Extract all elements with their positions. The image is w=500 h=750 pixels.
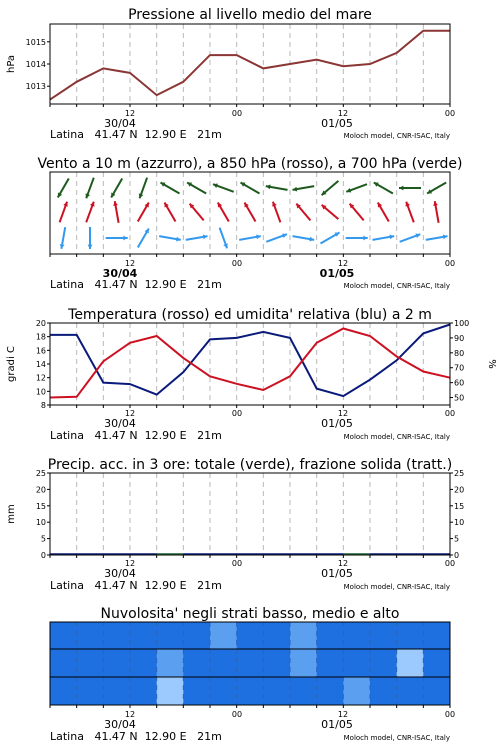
- wind-arrow-850: [433, 201, 438, 223]
- precipitation-gridlines: [77, 473, 424, 555]
- cloud-cell: [397, 649, 424, 677]
- hour-label: 12: [124, 409, 136, 418]
- wind-arrow-10m: [239, 235, 261, 240]
- cloud-cell: [210, 622, 237, 649]
- temperature-panel: [6, 307, 497, 442]
- date-label: 01/05: [321, 117, 353, 130]
- wind-arrow-850: [272, 202, 280, 223]
- cloud-cell: [290, 677, 317, 705]
- wind-arrow-10m: [373, 235, 395, 240]
- hour-label: 00: [444, 409, 456, 418]
- pressure-series-line: [50, 31, 450, 100]
- y-tick-label: 8: [40, 401, 46, 410]
- cloud-cell: [343, 649, 370, 677]
- wind-arrow-850: [322, 205, 339, 219]
- hour-label: 00: [231, 409, 243, 418]
- wind-arrow-10m: [293, 236, 315, 241]
- cloud-cell: [263, 649, 290, 677]
- humidity-yticks: [450, 319, 469, 403]
- y-tick-label: 1015: [25, 37, 46, 47]
- cloud-cell: [50, 649, 77, 677]
- y-tick-label: 1013: [25, 82, 46, 92]
- y-tick-label: 70: [454, 363, 465, 373]
- cloud-panel: [50, 606, 455, 743]
- cloud-cell: [290, 622, 317, 649]
- wind-arrow-head: [363, 236, 367, 241]
- wind-title: Vento a 10 m (azzurro), a 850 hPa (rosso), a 700 hPa (verde): [37, 156, 463, 172]
- credit-label: Moloch model, CNR-ISAC, Italy: [343, 282, 450, 290]
- y-tick-label: 18: [35, 332, 46, 342]
- precipitation-yticks: [36, 469, 50, 560]
- y-tick-label: 5: [40, 534, 46, 544]
- cloud-cell: [290, 649, 317, 677]
- hour-label: 00: [231, 559, 243, 568]
- temperature-ylabel: gradi C: [6, 346, 17, 382]
- wind-arrow-850: [165, 203, 176, 222]
- hour-label: 00: [231, 710, 243, 719]
- wind-arrow-850: [113, 201, 118, 223]
- y-tick-label: 10: [35, 518, 46, 528]
- cloud-cell: [157, 649, 184, 677]
- wind-arrow-700: [374, 183, 393, 194]
- cloud-cell: [77, 622, 104, 649]
- wind-arrow-head: [88, 245, 93, 249]
- pressure-ylabel: hPa: [6, 54, 17, 74]
- wind-arrow-10m: [138, 229, 149, 248]
- hour-label: 00: [444, 109, 456, 118]
- cloud-cell: [370, 622, 397, 649]
- cloud-title: Nuvolosita' negli strati basso, medio e alto: [100, 606, 400, 622]
- hour-label: 12: [337, 109, 349, 118]
- y-tick-label: 100: [454, 319, 470, 328]
- wind-arrow-850: [86, 202, 94, 223]
- location-label: Latina 41.47 N 12.90 E 21m: [50, 730, 222, 743]
- wind-arrow-850: [60, 202, 68, 223]
- location-label: Latina 41.47 N 12.90 E 21m: [50, 128, 222, 141]
- wind-arrow-850: [350, 204, 364, 221]
- wind-arrow-850: [218, 203, 229, 222]
- cloud-cell: [343, 622, 370, 649]
- temperature-series-line: [50, 329, 450, 398]
- y-tick-label: 80: [454, 348, 465, 358]
- y-tick-label: 25: [454, 469, 465, 478]
- wind-arrow-850: [378, 203, 389, 222]
- date-label: 01/05: [319, 267, 355, 280]
- credit-label: Moloch model, CNR-ISAC, Italy: [343, 433, 450, 441]
- y-tick-label: 0: [454, 551, 460, 560]
- cloud-cell: [343, 677, 370, 705]
- date-label: 30/04: [104, 567, 136, 580]
- precipitation-yticks-right: [450, 469, 464, 560]
- cloud-cell: [210, 677, 237, 705]
- precipitation-panel: [6, 457, 464, 592]
- cloud-cell: [183, 677, 210, 705]
- location-label: Latina 41.47 N 12.90 E 21m: [50, 429, 222, 442]
- pressure-frame: [50, 24, 450, 104]
- hour-label: 00: [231, 109, 243, 118]
- cloud-cell: [370, 677, 397, 705]
- wind-panel: [37, 156, 462, 291]
- hour-label: 00: [444, 259, 456, 268]
- y-tick-label: 60: [454, 378, 465, 388]
- wind-arrow-850: [138, 203, 149, 222]
- cloud-cell: [157, 677, 184, 705]
- cloud-cell: [237, 677, 264, 705]
- y-tick-label: 14: [35, 360, 46, 369]
- pressure-time-labels: [104, 109, 455, 130]
- date-label: 30/04: [104, 117, 136, 130]
- wind-arrow-10m: [220, 228, 228, 249]
- wind-arrow-700: [187, 183, 206, 194]
- wind-arrow-head: [123, 236, 127, 241]
- humidity-ylabel: %: [486, 359, 497, 369]
- y-tick-label: 15: [35, 501, 46, 511]
- y-tick-label: 10: [35, 387, 46, 397]
- precipitation-title: Precip. acc. in 3 ore: totale (verde), frazione solida (tratt.): [47, 457, 453, 473]
- hour-label: 12: [337, 259, 349, 268]
- wind-arrow-700: [427, 183, 446, 194]
- y-tick-label: 25: [35, 469, 46, 478]
- cloud-cell: [263, 622, 290, 649]
- y-tick-label: 10: [454, 518, 465, 528]
- wind-arrow-10m: [321, 233, 340, 244]
- location-label: Latina 41.47 N 12.90 E 21m: [50, 278, 222, 291]
- wind-arrow-10m: [346, 236, 368, 241]
- y-tick-label: 20: [454, 485, 465, 495]
- cloud-cell: [130, 622, 157, 649]
- wind-arrow-700: [241, 183, 260, 194]
- cloud-cell: [130, 649, 157, 677]
- y-tick-label: 1014: [25, 60, 46, 69]
- hour-label: 00: [231, 259, 243, 268]
- cloud-cell: [183, 649, 210, 677]
- pressure-panel: [6, 7, 455, 141]
- wind-arrow-700: [139, 178, 147, 199]
- precipitation-frame: [50, 473, 450, 555]
- y-tick-label: 50: [454, 393, 465, 403]
- temperature-title: Temperatura (rosso) ed umidita' relativa (blu) a 2 m: [68, 307, 432, 323]
- cloud-cell: [370, 649, 397, 677]
- cloud-cells: [50, 622, 450, 705]
- wind-arrow-700: [161, 183, 180, 194]
- hour-label: 00: [444, 559, 456, 568]
- cloud-cell: [423, 649, 450, 677]
- hour-label: 12: [124, 710, 136, 719]
- cloud-cell: [317, 677, 344, 705]
- cloud-cell: [183, 622, 210, 649]
- cloud-cell: [423, 622, 450, 649]
- date-label: 01/05: [321, 567, 353, 580]
- wind-arrow-700: [111, 179, 122, 198]
- cloud-cell: [397, 677, 424, 705]
- location-label: Latina 41.47 N 12.90 E 21m: [50, 579, 222, 592]
- cloud-cell: [50, 677, 77, 705]
- cloud-cell: [317, 622, 344, 649]
- cloud-cell: [50, 622, 77, 649]
- hour-label: 12: [124, 109, 136, 118]
- credit-label: Moloch model, CNR-ISAC, Italy: [343, 734, 450, 742]
- wind-arrow-700: [322, 181, 339, 195]
- y-tick-label: 20: [35, 485, 46, 495]
- hour-label: 12: [337, 559, 349, 568]
- wind-arrow-10m: [88, 227, 93, 249]
- wind-arrow-850: [406, 202, 414, 223]
- cloud-cell: [237, 622, 264, 649]
- wind-arrow-10m: [186, 235, 208, 240]
- y-tick-label: 12: [35, 373, 46, 383]
- date-label: 01/05: [321, 718, 353, 731]
- cloud-cell: [103, 622, 130, 649]
- y-tick-label: 90: [454, 333, 465, 343]
- wind-arrow-10m: [400, 234, 421, 242]
- date-label: 30/04: [104, 417, 136, 430]
- cloud-cell: [103, 649, 130, 677]
- wind-arrow-850: [190, 204, 204, 221]
- wind-arrow-700: [346, 184, 367, 192]
- cloud-cell: [263, 677, 290, 705]
- wind-arrow-700: [58, 179, 69, 198]
- wind-arrow-10m: [266, 234, 287, 242]
- y-tick-label: 16: [35, 346, 46, 356]
- hour-label: 00: [444, 710, 456, 719]
- cloud-time-labels: [104, 710, 455, 731]
- wind-arrow-10m: [106, 236, 128, 241]
- cloud-cell: [103, 677, 130, 705]
- hour-label: 12: [337, 409, 349, 418]
- y-tick-label: 15: [454, 501, 465, 511]
- temperature-yticks: [36, 319, 50, 410]
- cloud-cell: [237, 649, 264, 677]
- wind-arrow-10m: [60, 227, 65, 249]
- wind-arrow-10m: [159, 236, 181, 241]
- pressure-yticks: [26, 38, 50, 91]
- wind-time-labels: [103, 259, 455, 280]
- cloud-cell: [130, 677, 157, 705]
- precipitation-time-labels: [104, 559, 455, 580]
- wind-arrow-700: [86, 178, 94, 199]
- cloud-cell: [157, 622, 184, 649]
- cloud-cell: [77, 677, 104, 705]
- precipitation-ylabel: mm: [6, 504, 17, 524]
- cloud-cell: [77, 649, 104, 677]
- date-label: 30/04: [102, 267, 138, 280]
- cloud-cell: [317, 649, 344, 677]
- credit-label: Moloch model, CNR-ISAC, Italy: [343, 132, 450, 140]
- wind-arrow-700: [213, 184, 234, 192]
- cloud-cell: [210, 649, 237, 677]
- wind-arrow-10m: [426, 235, 448, 240]
- credit-label: Moloch model, CNR-ISAC, Italy: [343, 583, 450, 591]
- y-tick-label: 20: [35, 319, 46, 328]
- hour-label: 12: [124, 259, 136, 268]
- wind-arrow-700: [293, 186, 315, 191]
- date-label: 01/05: [321, 417, 353, 430]
- wind-arrow-700: [399, 186, 421, 191]
- pressure-title: Pressione al livello medio del mare: [128, 7, 372, 23]
- wind-arrow-700: [266, 185, 288, 190]
- date-label: 30/04: [104, 718, 136, 731]
- cloud-cell: [397, 622, 424, 649]
- y-tick-label: 0: [40, 551, 46, 560]
- wind-arrow-head: [399, 186, 403, 191]
- wind-arrow-850: [245, 203, 256, 222]
- wind-arrow-850: [296, 204, 310, 221]
- cloud-cell: [423, 677, 450, 705]
- hour-label: 12: [337, 710, 349, 719]
- humidity-series-line: [50, 325, 450, 397]
- wind-arrows: [58, 178, 448, 249]
- y-tick-label: 5: [454, 534, 460, 544]
- temperature-time-labels: [104, 409, 455, 430]
- hour-label: 12: [124, 559, 136, 568]
